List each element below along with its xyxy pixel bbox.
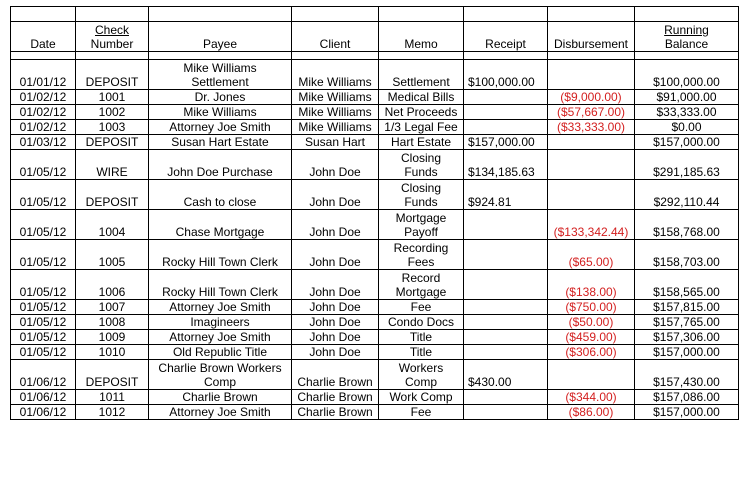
cell-check-number	[76, 360, 149, 390]
cell-receipt	[464, 315, 548, 330]
header-payee: Payee	[149, 22, 292, 52]
cell-memo	[379, 390, 464, 405]
cell-running-balance	[635, 120, 739, 135]
cell-running-balance	[635, 345, 739, 360]
check-number-text: 1012	[98, 405, 126, 419]
check-number-text: 1010	[98, 345, 126, 359]
client-text: Mike Williams	[298, 75, 372, 89]
cell-receipt	[464, 105, 548, 120]
cell-memo	[379, 315, 464, 330]
payee-text: Comp	[203, 375, 236, 389]
date-text: 01/02/12	[19, 90, 67, 104]
date-text: 01/05/12	[19, 315, 67, 329]
balance-text: $157,000.00	[653, 345, 720, 359]
cell-client	[292, 180, 379, 210]
header-check-number-line1: Check	[94, 23, 129, 37]
cell-check-number	[76, 405, 149, 420]
cell-client	[292, 345, 379, 360]
cell-running-balance	[635, 390, 739, 405]
payee-text: Attorney Joe Smith	[169, 330, 271, 344]
memo-text: Payoff	[404, 225, 438, 239]
check-number-text: 1006	[98, 285, 126, 299]
payee-text: Dr. Jones	[194, 90, 246, 104]
cell-memo	[379, 405, 464, 420]
header-receipt: Receipt	[464, 22, 548, 52]
balance-text: $292,110.44	[653, 195, 720, 209]
date-text: 01/02/12	[19, 120, 67, 134]
ledger-row	[11, 330, 739, 345]
cell-client	[292, 90, 379, 105]
header-spacer-row	[11, 52, 739, 60]
payee-line1-text: Charlie Brown Workers	[158, 361, 282, 375]
cell-disbursement	[548, 90, 635, 105]
cell-client	[292, 210, 379, 240]
balance-text: $157,000.00	[653, 405, 720, 419]
cell-date	[11, 60, 76, 90]
header-check-number	[76, 22, 149, 52]
ledger-row	[11, 360, 739, 390]
ledger-row	[11, 405, 739, 420]
cell-running-balance	[635, 180, 739, 210]
cell-client	[292, 60, 379, 90]
cell-receipt	[464, 90, 548, 105]
header-memo: Memo	[379, 22, 464, 52]
cell-memo	[379, 150, 464, 180]
memo-line1-text: Record	[401, 271, 441, 285]
memo-text: Medical Bills	[387, 90, 455, 104]
cell-payee	[149, 345, 292, 360]
date-text: 01/06/12	[19, 390, 67, 404]
client-text: John Doe	[309, 225, 361, 239]
payee-text: Cash to close	[183, 195, 257, 209]
disbursement-text: ($65.00)	[568, 255, 614, 269]
disbursement-text: ($86.00)	[568, 405, 614, 419]
cell-disbursement	[548, 240, 635, 270]
payee-text: Imagineers	[190, 315, 250, 329]
date-text: 01/05/12	[19, 195, 67, 209]
header-check-number-line2: Number	[90, 37, 134, 51]
balance-text: $157,430.00	[653, 375, 720, 389]
cell-running-balance	[635, 150, 739, 180]
ledger-row	[11, 60, 739, 90]
cell-client	[292, 390, 379, 405]
cell-date	[11, 360, 76, 390]
cell-receipt	[464, 120, 548, 135]
payee-text: Chase Mortgage	[175, 225, 265, 239]
client-text: John Doe	[309, 285, 361, 299]
cell-date	[11, 330, 76, 345]
cell-memo	[379, 90, 464, 105]
check-number-text: 1005	[98, 255, 126, 269]
cell-payee	[149, 120, 292, 135]
ledger-row	[11, 90, 739, 105]
cell-receipt	[464, 360, 548, 390]
cell-receipt	[464, 135, 548, 150]
cell-memo	[379, 120, 464, 135]
balance-text: $157,815.00	[653, 300, 720, 314]
cell-memo	[379, 270, 464, 300]
cell-receipt	[464, 180, 548, 210]
ledger-row	[11, 390, 739, 405]
client-text: John Doe	[309, 330, 361, 344]
ledger-row	[11, 345, 739, 360]
cell-date	[11, 210, 76, 240]
cell-memo	[379, 135, 464, 150]
cell-check-number	[76, 240, 149, 270]
payee-text: Rocky Hill Town Clerk	[162, 255, 278, 269]
ledger-row	[11, 180, 739, 210]
memo-text: Fees	[407, 255, 435, 269]
cell-payee	[149, 105, 292, 120]
cell-payee	[149, 180, 292, 210]
cell-receipt	[464, 210, 548, 240]
cell-payee	[149, 315, 292, 330]
memo-text: 1/3 Legal Fee	[384, 120, 458, 134]
memo-text: Settlement	[392, 75, 450, 89]
receipt-text: $924.81	[468, 195, 512, 209]
cell-date	[11, 300, 76, 315]
cell-payee	[149, 60, 292, 90]
cell-memo	[379, 210, 464, 240]
disbursement-text: ($57,667.00)	[556, 105, 626, 119]
cell-receipt	[464, 60, 548, 90]
client-text: Charlie Brown	[297, 390, 373, 404]
cell-disbursement	[548, 60, 635, 90]
disbursement-text: ($33,333.00)	[556, 120, 626, 134]
client-text: John Doe	[309, 315, 361, 329]
client-text: Charlie Brown	[297, 405, 373, 419]
cell-running-balance	[635, 210, 739, 240]
balance-text: $291,185.63	[653, 165, 720, 179]
payee-text: Susan Hart Estate	[171, 135, 269, 149]
cell-check-number	[76, 150, 149, 180]
disbursement-text: ($50.00)	[568, 315, 614, 329]
payee-line1-text: Mike Williams	[183, 61, 257, 75]
balance-text: $100,000.00	[653, 75, 720, 89]
cell-client	[292, 315, 379, 330]
cell-date	[11, 135, 76, 150]
cell-running-balance	[635, 60, 739, 90]
date-text: 01/06/12	[19, 375, 67, 389]
client-text: John Doe	[309, 255, 361, 269]
cell-disbursement	[548, 270, 635, 300]
cell-memo	[379, 180, 464, 210]
disbursement-text: ($750.00)	[565, 300, 617, 314]
cell-disbursement	[548, 105, 635, 120]
check-number-text: 1007	[98, 300, 126, 314]
check-number-text: 1004	[98, 225, 126, 239]
cell-memo	[379, 300, 464, 315]
payee-text: John Doe Purchase	[167, 165, 273, 179]
payee-text: Mike Williams	[183, 105, 257, 119]
cell-disbursement	[548, 150, 635, 180]
cell-payee	[149, 210, 292, 240]
cell-client	[292, 150, 379, 180]
cell-date	[11, 180, 76, 210]
disbursement-text: ($9,000.00)	[560, 90, 622, 104]
date-text: 01/05/12	[19, 330, 67, 344]
date-text: 01/05/12	[19, 345, 67, 359]
date-text: 01/05/12	[19, 165, 67, 179]
cell-receipt	[464, 390, 548, 405]
cell-check-number	[76, 135, 149, 150]
cell-date	[11, 90, 76, 105]
cell-check-number	[76, 90, 149, 105]
balance-text: $158,768.00	[653, 225, 720, 239]
cell-client	[292, 240, 379, 270]
balance-text: $157,086.00	[653, 390, 720, 404]
client-text: Mike Williams	[298, 120, 372, 134]
cell-payee	[149, 300, 292, 315]
cell-date	[11, 315, 76, 330]
header-running-balance-line1: Running	[664, 23, 709, 37]
memo-text: Funds	[404, 195, 438, 209]
cell-date	[11, 390, 76, 405]
cell-date	[11, 120, 76, 135]
cell-disbursement	[548, 405, 635, 420]
cell-payee	[149, 90, 292, 105]
cell-disbursement	[548, 345, 635, 360]
ledger-row	[11, 120, 739, 135]
header-row	[11, 22, 739, 52]
cell-client	[292, 105, 379, 120]
client-text: Mike Williams	[298, 105, 372, 119]
cell-running-balance	[635, 360, 739, 390]
top-spacer-row	[11, 7, 739, 22]
client-text: Charlie Brown	[297, 375, 373, 389]
ledger-row	[11, 300, 739, 315]
memo-text: Mortgage	[395, 285, 447, 299]
balance-text: $33,333.00	[656, 105, 717, 119]
cell-receipt	[464, 270, 548, 300]
cell-check-number	[76, 315, 149, 330]
memo-text: Comp	[404, 375, 437, 389]
cell-check-number	[76, 270, 149, 300]
cell-receipt	[464, 300, 548, 315]
cell-date	[11, 150, 76, 180]
cell-payee	[149, 270, 292, 300]
ledger-row	[11, 135, 739, 150]
cell-check-number	[76, 390, 149, 405]
cell-running-balance	[635, 300, 739, 315]
cell-check-number	[76, 345, 149, 360]
memo-text: Funds	[404, 165, 438, 179]
cell-client	[292, 270, 379, 300]
cell-disbursement	[548, 135, 635, 150]
cell-disbursement	[548, 315, 635, 330]
payee-text: Attorney Joe Smith	[169, 120, 271, 134]
client-text: John Doe	[309, 195, 361, 209]
balance-text: $157,306.00	[653, 330, 720, 344]
cell-check-number	[76, 180, 149, 210]
disbursement-text: ($344.00)	[565, 390, 617, 404]
check-number-text: WIRE	[96, 165, 128, 179]
cell-memo	[379, 60, 464, 90]
balance-text: $157,765.00	[653, 315, 720, 329]
memo-text: Condo Docs	[387, 315, 455, 329]
cell-client	[292, 360, 379, 390]
date-text: 01/01/12	[19, 75, 67, 89]
cell-check-number	[76, 330, 149, 345]
receipt-text: $100,000.00	[468, 75, 535, 89]
cell-memo	[379, 240, 464, 270]
cell-running-balance	[635, 135, 739, 150]
ledger-row	[11, 315, 739, 330]
cell-date	[11, 105, 76, 120]
date-text: 01/02/12	[19, 105, 67, 119]
client-text: Susan Hart	[304, 135, 366, 149]
cell-memo	[379, 105, 464, 120]
check-number-text: 1008	[98, 315, 126, 329]
client-text: John Doe	[309, 300, 361, 314]
cell-disbursement	[548, 210, 635, 240]
receipt-text: $134,185.63	[468, 165, 535, 179]
ledger-row	[11, 105, 739, 120]
payee-text: Attorney Joe Smith	[169, 300, 271, 314]
cell-disbursement	[548, 330, 635, 345]
cell-running-balance	[635, 315, 739, 330]
date-text: 01/05/12	[19, 255, 67, 269]
cell-client	[292, 330, 379, 345]
cell-receipt	[464, 330, 548, 345]
cell-memo	[379, 360, 464, 390]
balance-text: $91,000.00	[656, 90, 717, 104]
memo-text: Title	[409, 330, 433, 344]
cell-payee	[149, 150, 292, 180]
ledger-row	[11, 150, 739, 180]
header-client: Client	[292, 22, 379, 52]
ledger-row	[11, 240, 739, 270]
cell-running-balance	[635, 240, 739, 270]
date-text: 01/06/12	[19, 405, 67, 419]
cell-check-number	[76, 210, 149, 240]
check-number-text: 1011	[99, 390, 125, 404]
cell-receipt	[464, 405, 548, 420]
check-number-text: DEPOSIT	[85, 75, 139, 89]
disbursement-text: ($459.00)	[565, 330, 617, 344]
cell-disbursement	[548, 120, 635, 135]
date-text: 01/03/12	[19, 135, 67, 149]
cell-receipt	[464, 240, 548, 270]
receipt-text: $430.00	[468, 375, 512, 389]
date-text: 01/05/12	[19, 285, 67, 299]
header-running-balance	[635, 22, 739, 52]
memo-text: Title	[409, 345, 433, 359]
cell-memo	[379, 345, 464, 360]
cell-check-number	[76, 300, 149, 315]
balance-text: $157,000.00	[653, 135, 720, 149]
check-number-text: 1009	[98, 330, 126, 344]
cell-client	[292, 405, 379, 420]
client-text: John Doe	[309, 345, 361, 359]
cell-disbursement	[548, 180, 635, 210]
memo-line1-text: Recording	[393, 241, 449, 255]
cell-running-balance	[635, 90, 739, 105]
header-date: Date	[11, 22, 76, 52]
cell-payee	[149, 330, 292, 345]
cell-check-number	[76, 105, 149, 120]
cell-disbursement	[548, 300, 635, 315]
cell-client	[292, 135, 379, 150]
cell-client	[292, 120, 379, 135]
disbursement-text: ($138.00)	[565, 285, 617, 299]
client-text: Mike Williams	[298, 90, 372, 104]
cell-client	[292, 300, 379, 315]
cell-disbursement	[548, 360, 635, 390]
cell-receipt	[464, 345, 548, 360]
balance-text: $0.00	[671, 120, 702, 134]
memo-text: Fee	[410, 300, 432, 314]
check-number-text: DEPOSIT	[85, 375, 139, 389]
memo-text: Hart Estate	[390, 135, 452, 149]
payee-text: Old Republic Title	[172, 345, 268, 359]
cell-disbursement	[548, 390, 635, 405]
cell-payee	[149, 390, 292, 405]
disbursement-text: ($306.00)	[565, 345, 617, 359]
memo-text: Net Proceeds	[384, 105, 458, 119]
payee-text: Rocky Hill Town Clerk	[162, 285, 278, 299]
check-number-text: 1003	[98, 120, 126, 134]
memo-line1-text: Closing	[400, 181, 442, 195]
disbursement-text: ($133,342.44)	[553, 225, 629, 239]
balance-text: $158,565.00	[653, 285, 720, 299]
cell-payee	[149, 405, 292, 420]
balance-text: $158,703.00	[653, 255, 720, 269]
cell-payee	[149, 135, 292, 150]
receipt-text: $157,000.00	[468, 135, 535, 149]
cell-check-number	[76, 60, 149, 90]
cell-date	[11, 345, 76, 360]
memo-line1-text: Workers	[398, 361, 444, 375]
trust-ledger-table	[10, 6, 739, 420]
check-number-text: DEPOSIT	[85, 195, 139, 209]
cell-running-balance	[635, 405, 739, 420]
cell-payee	[149, 240, 292, 270]
header-running-balance-line2: Balance	[664, 37, 709, 51]
date-text: 01/05/12	[19, 225, 67, 239]
memo-text: Work Comp	[389, 390, 453, 404]
memo-text: Fee	[410, 405, 432, 419]
cell-check-number	[76, 120, 149, 135]
payee-text: Settlement	[191, 75, 249, 89]
date-text: 01/05/12	[19, 300, 67, 314]
cell-running-balance	[635, 105, 739, 120]
cell-date	[11, 270, 76, 300]
check-number-text: 1002	[98, 105, 126, 119]
ledger-row	[11, 210, 739, 240]
client-text: John Doe	[309, 165, 361, 179]
cell-running-balance	[635, 330, 739, 345]
check-number-text: 1001	[98, 90, 126, 104]
memo-line1-text: Closing	[400, 151, 442, 165]
header-disbursement: Disbursement	[548, 22, 635, 52]
check-number-text: DEPOSIT	[85, 135, 139, 149]
cell-running-balance	[635, 270, 739, 300]
cell-payee	[149, 360, 292, 390]
memo-line1-text: Mortgage	[395, 211, 447, 225]
payee-text: Charlie Brown	[182, 390, 258, 404]
cell-memo	[379, 330, 464, 345]
payee-text: Attorney Joe Smith	[169, 405, 271, 419]
cell-date	[11, 405, 76, 420]
cell-receipt	[464, 150, 548, 180]
ledger-row	[11, 270, 739, 300]
cell-date	[11, 240, 76, 270]
